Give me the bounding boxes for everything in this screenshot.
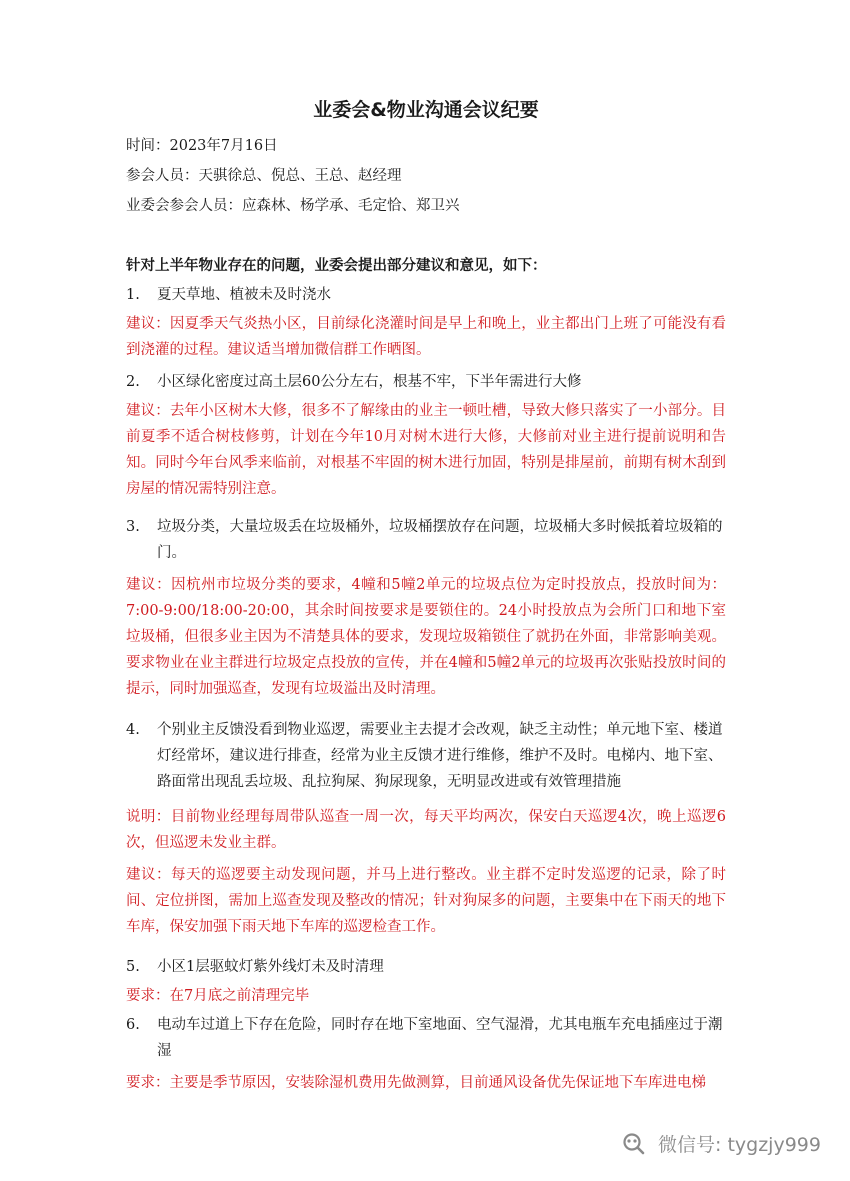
item-text: 个别业主反馈没看到物业巡逻，需要业主去提才会改观，缺乏主动性；单元地下室、楼道灯经常坏，建议进行排查，经常为业主反馈才进行维修，维护不及时。电梯内、地下室、路面常出现乱丢垃圾、乱拉狗屎、狗尿现象，无明显改进或有效管理措施 (157, 722, 723, 790)
item-number: 1. (126, 287, 140, 303)
page-title: 业委会&物业沟通会议纪要 (313, 99, 539, 121)
item-number: 6. (126, 1017, 140, 1033)
item-number: 4. (126, 722, 140, 738)
item-number: 3. (126, 519, 140, 535)
committee-attendees: 业委会参会人员：应森林、杨学承、毛定恰、郑卫兴 (126, 198, 460, 214)
watermark-text: 微信号: tygzjy999 (658, 1133, 821, 1156)
list-item (126, 282, 726, 308)
wechat-search-icon (620, 1130, 650, 1156)
list-item (126, 514, 726, 566)
item-number: 2. (126, 374, 140, 390)
list-item (126, 717, 726, 795)
intro-heading: 针对上半年物业存在的问题，业委会提出部分建议和意见，如下： (126, 258, 547, 274)
meeting-time: 时间：2023年7月16日 (126, 138, 278, 154)
list-item (126, 954, 726, 980)
item-number: 5. (126, 959, 140, 975)
item-note: 要求：主要是季节原因，安装除湿机费用先做测算，目前通风设备优先保证地下车库进电梯 (126, 1075, 706, 1091)
item-text: 电动车过道上下存在危险，同时存在地下室地面、空气湿滑，尤其电瓶车充电插座过于潮湿 (157, 1017, 723, 1059)
item-note: 建议：因夏季天气炎热小区，目前绿化浇灌时间是早上和晚上，业主都出门上班了可能没有看到浇灌的过程。建议适当增加微信群工作晒图。 (126, 316, 726, 358)
item-text: 小区绿化密度过高土层60公分左右，根基不牢，下半年需进行大修 (157, 374, 582, 390)
item-note: 说明：目前物业经理每周带队巡查一周一次，每天平均两次，保安白天巡逻4次，晚上巡逻6次，但巡逻未发业主群。 (126, 809, 726, 851)
attendees: 参会人员：天骐徐总、倪总、王总、赵经理 (126, 168, 402, 184)
item-note: 建议：因杭州市垃圾分类的要求，4幢和5幢2单元的垃圾点位为定时投放点，投放时间为：7:00-9:00/18:00-20:00，其余时间按要求是要锁住的。24小时投放点为会所门口和地下室垃圾桶，但很多业主因为不清楚具体的要求，发现垃圾箱锁住了就扔在外面，非常影响美观。要求物业在业主群进行垃圾定点投放的宣传，并在4幢和5幢2单元的垃圾再次张贴投放时间的提示，同时加强巡查，发现有垃圾溢出及时清理。 (126, 577, 726, 697)
item-note: 要求：在7月底之前清理完毕 (126, 988, 310, 1004)
item-text: 夏天草地、植被未及时浇水 (157, 287, 331, 303)
item-note: 建议：每天的巡逻要主动发现问题，并马上进行整改。业主群不定时发巡逻的记录，除了时间、定位拼图，需加上巡查发现及整改的情况；针对狗屎多的问题，主要集中在下雨天的地下车库，保安加强下雨天地下车库的巡逻检查工作。 (126, 867, 726, 935)
item-note: 建议：去年小区树木大修，很多不了解缘由的业主一顿吐槽，导致大修只落实了一小部分。目前夏季不适合树枝修剪，计划在今年10月对树木进行大修，大修前对业主进行提前说明和告知。同时今年台风季来临前，对根基不牢固的树木进行加固，特别是排屋前，前期有树木刮到房屋的情况需特别注意。 (126, 403, 726, 497)
list-item (126, 369, 726, 395)
list-item (126, 1012, 726, 1064)
item-text: 垃圾分类，大量垃圾丢在垃圾桶外，垃圾桶摆放存在问题，垃圾桶大多时候抵着垃圾箱的门。 (157, 519, 723, 561)
wechat-watermark (620, 1130, 821, 1156)
item-text: 小区1层驱蚊灯紫外线灯未及时清理 (157, 959, 384, 975)
